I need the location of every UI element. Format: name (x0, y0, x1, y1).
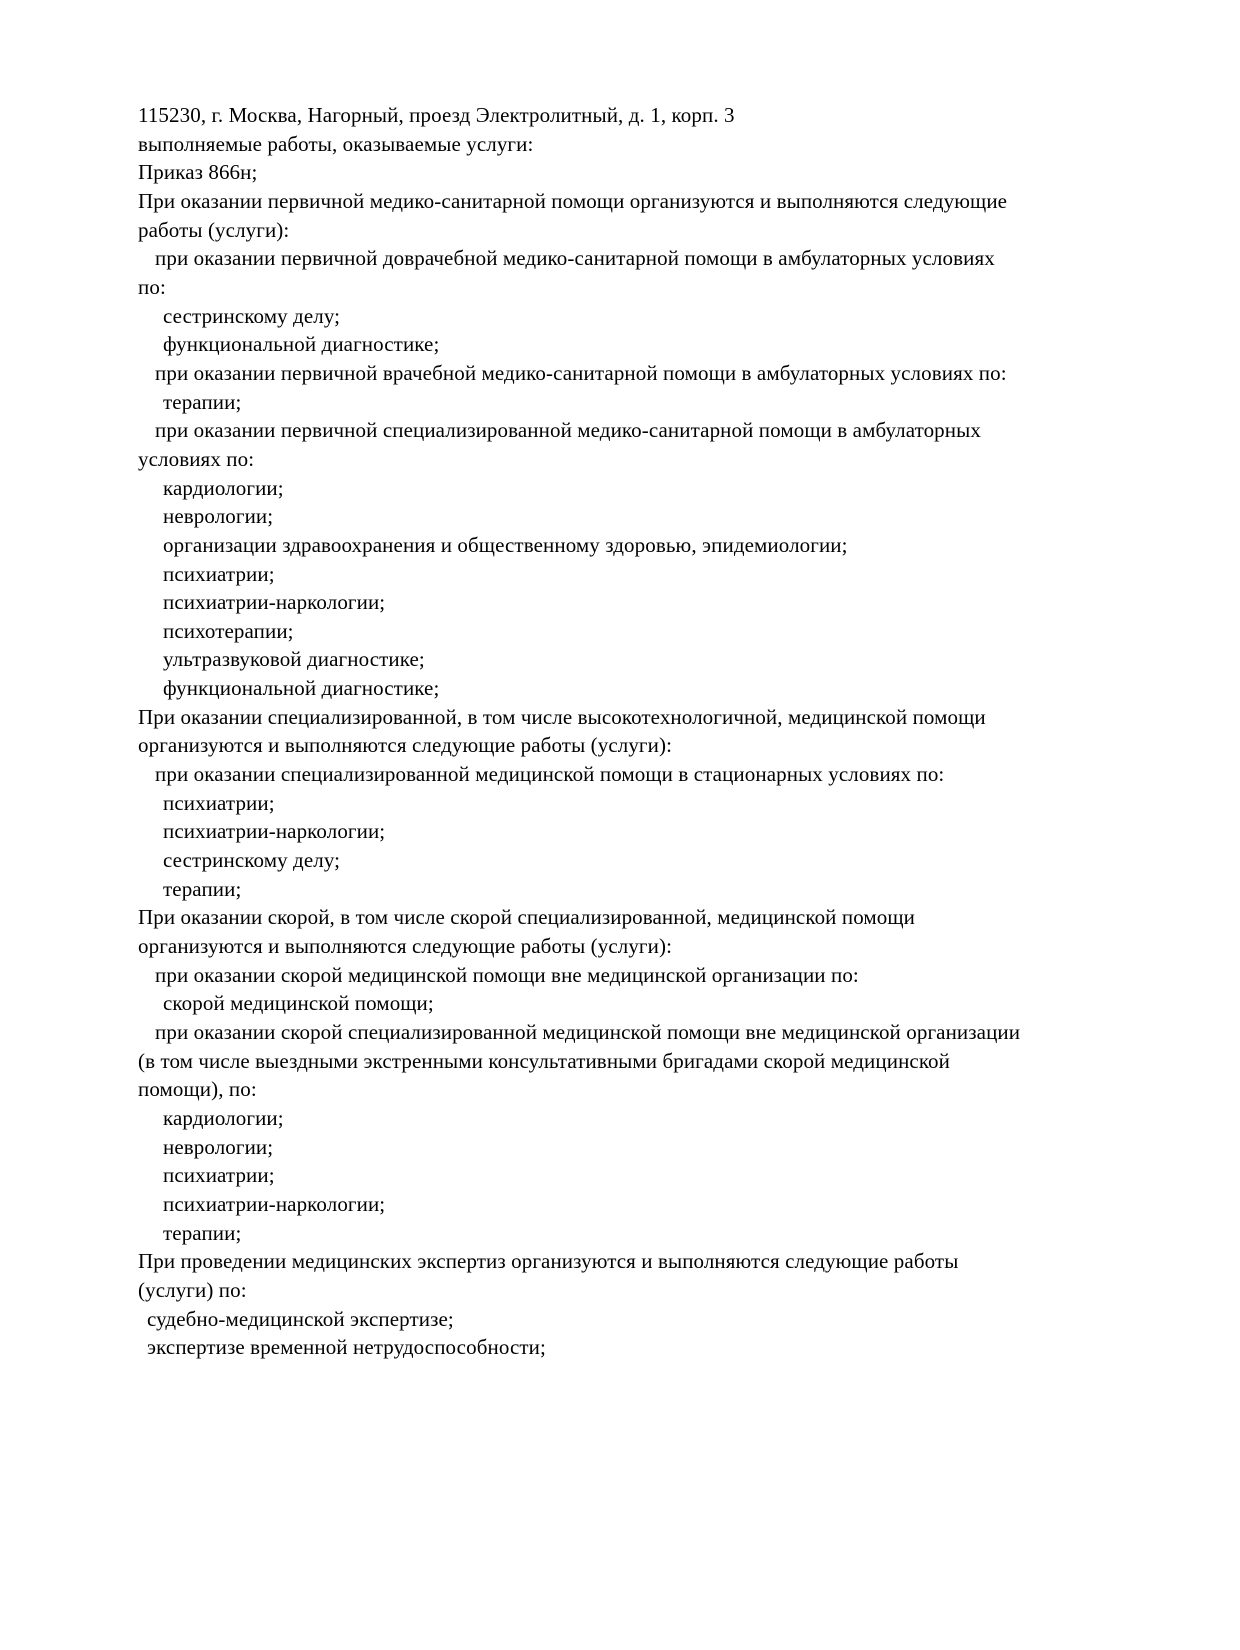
document-line: судебно-медицинской экспертизе; (147, 1306, 454, 1331)
document-line: при оказании первичной специализированной медико-санитарной помощи в амбулаторных (155, 418, 981, 443)
document-line: помощи), по: (138, 1077, 257, 1102)
document-line: сестринскому делу; (163, 303, 341, 328)
document-line: (в том числе выездными экстренными консультативными бригадами скорой медицинской (138, 1048, 950, 1073)
document-line: При оказании скорой, в том числе скорой специализированной, медицинской помощи (138, 905, 915, 930)
document-line: психотерапии; (163, 618, 294, 643)
document-line: При проведении медицинских экспертиз организуются и выполняются следующие работы (138, 1249, 959, 1274)
document-line: неврологии; (163, 504, 274, 529)
document-line: функциональной диагностике; (163, 332, 440, 357)
document-line: терапии; (163, 1220, 242, 1245)
document-line: условиях по: (138, 446, 255, 471)
document-line: функциональной диагностике; (163, 676, 440, 701)
document-line: терапии; (163, 389, 242, 414)
document-line: неврологии; (163, 1134, 274, 1159)
document-line: При оказании первичной медико-санитарной помощи организуются и выполняются следующие (138, 188, 1008, 213)
document-line: сестринскому делу; (163, 848, 341, 873)
document-line: экспертизе временной нетрудоспособности; (147, 1335, 546, 1360)
document-line: скорой медицинской помощи; (163, 991, 434, 1016)
document-line: ультразвуковой диагностике; (163, 647, 425, 672)
document-line: при оказании скорой медицинской помощи вне медицинской организации по: (155, 962, 859, 987)
document-line: при оказании первичной врачебной медико-санитарной помощи в амбулаторных условиях по: (155, 360, 1007, 385)
document-line: терапии; (163, 876, 242, 901)
document-line: кардиологии; (163, 475, 284, 500)
document-line: Приказ 866н; (138, 160, 258, 185)
document-line: 115230, г. Москва, Нагорный, проезд Электролитный, д. 1, корп. 3 (138, 103, 735, 127)
document-line: организуются и выполняются следующие работы (услуги): (138, 733, 673, 758)
document-line: психиатрии; (163, 790, 275, 815)
document-line: выполняемые работы, оказываемые услуги: (138, 131, 534, 156)
document-line: организации здравоохранения и общественному здоровью, эпидемиологии; (163, 532, 848, 557)
document-lines (138, 101, 1113, 1362)
document-line: При оказании специализированной, в том числе высокотехнологичной, медицинской помощи (138, 704, 986, 729)
document-line: психиатрии; (163, 1163, 275, 1188)
document-line: при оказании скорой специализированной медицинской помощи вне медицинской организации (155, 1020, 1021, 1044)
document-line: работы (услуги): (138, 217, 290, 242)
document-line: при оказании специализированной медицинской помощи в стационарных условиях по: (155, 762, 945, 787)
document-line: (услуги) по: (138, 1277, 247, 1302)
document-line: психиатрии-наркологии; (163, 590, 386, 615)
document-line: при оказании первичной доврачебной медико-санитарной помощи в амбулаторных условиях (155, 246, 995, 271)
document-line: по: (138, 274, 166, 299)
document-line: психиатрии; (163, 561, 275, 586)
document-line: психиатрии-наркологии; (163, 819, 386, 844)
document-line: психиатрии-наркологии; (163, 1191, 386, 1216)
document-line: организуются и выполняются следующие работы (услуги): (138, 934, 673, 959)
document-line: кардиологии; (163, 1105, 284, 1130)
